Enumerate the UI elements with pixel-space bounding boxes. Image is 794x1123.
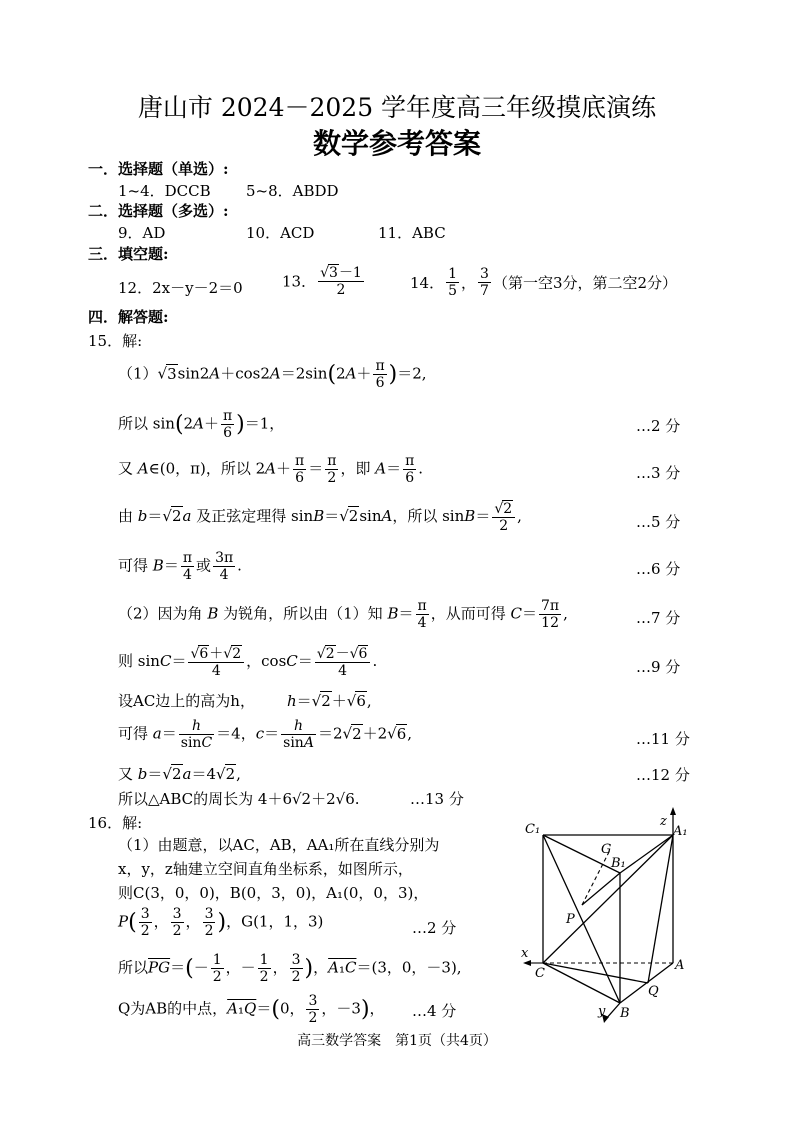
answer-13: 13． $\frac{√3-1}{2}$ (282, 265, 362, 298)
score: …7 分 (636, 609, 681, 627)
section-heading: 一．选择题（单选）: (88, 160, 229, 178)
q16-line: 则C(3，0，0)，B(0，3，0)，A₁(0，0，3)， (118, 884, 429, 902)
figure-label: G (601, 842, 612, 857)
answer-text: 12．2x－y－2＝0 (118, 279, 243, 297)
figure-label: P (566, 912, 575, 927)
section-heading: 四．解答题: (88, 308, 169, 326)
q15-line: 又 b＝√2a＝4√2, (118, 765, 241, 783)
figure-label: y (598, 1004, 606, 1019)
answer-text: 9．AD (118, 224, 166, 242)
q15-line: 又 A∈(0，π)，所以 2A＋ $\frac{\pi}{6}$ ＝ $\frac{\pi}{2}$ ，即 A＝ $\frac{\pi}{6}$ . (118, 453, 424, 486)
q15-line: 可得 a＝ $\frac{h}{\sin C}$ ＝4，c＝ $\frac{h}{\sin A}$ ＝2√2＋2√6, (118, 718, 413, 751)
answer-14: 14． $\frac{1}{5}$ ， $\frac{3}{7}$ （第一空3分，第二空2分） (410, 266, 678, 299)
score: …2 分 (412, 919, 457, 937)
page-subtitle: 数学参考答案 (312, 127, 481, 160)
q15-line: 可得 B＝ $\frac{\pi}{4}$ 或 $\frac{3\pi}{4}$ . (118, 550, 242, 583)
q15-line: 由 b＝√2a 及正弦定理得 sinB＝√2sinA，所以 sinB＝ $\frac{√2}{2}$ , (118, 501, 522, 534)
score: …11 分 (636, 730, 690, 748)
section-heading: 二．选择题（多选）: (88, 202, 229, 220)
figure-label: A₁ (673, 824, 688, 839)
prism-figure (515, 805, 695, 1030)
figure-label: C₁ (525, 822, 541, 837)
figure-label: x (521, 946, 529, 961)
q15-line: 所以△ABC的周长为 4＋6√2＋2√6. (118, 790, 360, 808)
score: …5 分 (636, 513, 681, 531)
page-title: 唐山市 2024－2025 学年度高三年级摸底演练 (137, 93, 657, 122)
score: …3 分 (636, 464, 681, 482)
q16-line: 所以$\overline{PG}=(-$ $\frac{1}{2}$ ，－ $\frac{1}{2}$ ， $\frac{3}{2}$ )，A₁C＝(3，0，－3), (118, 952, 462, 985)
q15-line: （2）因为角 B 为锐角，所以由（1）知 B＝ $\frac{\pi}{4}$ ，从而可得 C＝ $\frac{7\pi}{12}$ , (118, 598, 568, 631)
score: …2 分 (636, 417, 681, 435)
question-15: 15．解: (88, 332, 143, 350)
score: …9 分 (636, 658, 681, 676)
figure-label: B (620, 1006, 630, 1021)
q16-line: Q为AB的中点，A₁Q＝(0， $\frac{3}{2}$ ，－3)， (118, 993, 385, 1026)
figure-label: C (535, 966, 545, 981)
answer-text: 1~4．DCCB (118, 182, 211, 200)
q15-line: h＝√2＋√6, (287, 692, 372, 710)
figure-label: B₁ (611, 856, 626, 871)
q15-line: 所以 sin(2A＋ $\frac{\pi}{6}$ )＝1， (118, 408, 285, 441)
score: …4 分 (412, 1002, 457, 1020)
q16-line: P( $\frac{3}{2}$ ， $\frac{3}{2}$ ， $\frac{3}{2}$ )，G(1，1，3) (118, 906, 324, 939)
answer-text: 5~8．ABDD (246, 182, 339, 200)
q15-line: 设AC边上的高为h， (118, 692, 255, 710)
score: …12 分 (636, 766, 690, 784)
figure-label: z (660, 814, 667, 829)
section-heading: 三．填空题: (88, 245, 169, 263)
figure-label: Q (648, 984, 659, 999)
figure-label: A (675, 958, 685, 973)
score: …6 分 (636, 560, 681, 578)
page-footer: 高三数学答案 第1页（共4页） (297, 1033, 497, 1049)
q15-line: （1）√3sin2A＋cos2A＝2sin(2A＋ $\frac{\pi}{6}$ )＝2, (118, 358, 427, 391)
question-16: 16．解: (88, 814, 143, 832)
answer-text: 11．ABC (378, 224, 446, 242)
q16-line: x，y，z轴建立空间直角坐标系，如图所示， (118, 860, 413, 878)
answer-text: 10．ACD (246, 224, 315, 242)
score: …13 分 (410, 790, 464, 808)
q15-line: 则 sinC＝ $\frac{√6+√2}{4}$ ，cosC＝ $\frac{√2-√6}{4}$ . (118, 646, 378, 679)
q16-line: （1）由题意，以AC，AB，AA₁所在直线分别为 (118, 836, 440, 854)
